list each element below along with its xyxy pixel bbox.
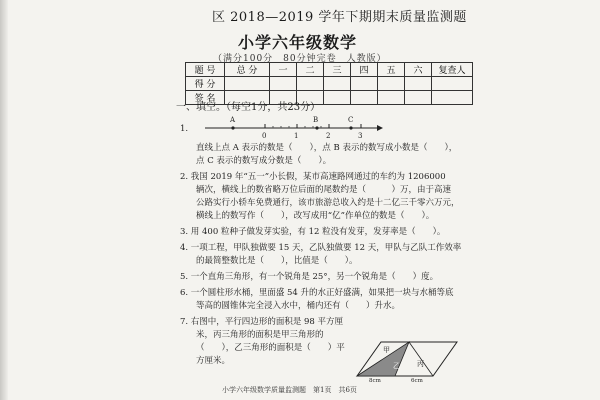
point-label: A: [230, 116, 236, 124]
table-header-cell: 三: [324, 63, 351, 77]
table-header-cell: 六: [405, 63, 432, 77]
question-line: 4. 一项工程，甲队独做要 15 天，乙队独做要 12 天，甲队与乙队工作效率: [180, 243, 462, 253]
table-row-header: 得 分: [186, 77, 225, 91]
table-row: [186, 77, 473, 91]
table-cell: [432, 77, 473, 91]
question-line: 米，丙三角形的面积是甲三角形的: [196, 330, 324, 340]
table-header-cell: 二: [297, 63, 324, 77]
page-footer: 小学六年级数学质量监测题 第1页 共6页: [222, 386, 357, 394]
point-a: [231, 126, 234, 129]
question-line: 等高的圆锥体完全浸入水中，桶内还有（ ）升水。: [196, 301, 401, 311]
table-cell: [378, 91, 405, 105]
page-fold-shadow: [0, 0, 8, 400]
question-line: 公路实行小轿车免费通行，该市旅游总收入约是十二亿三千零六万元，: [196, 198, 460, 208]
point-label: B: [313, 116, 319, 124]
tick-label: 3: [358, 132, 363, 140]
length-label: 8cm: [369, 378, 381, 382]
question-line: 点 C 表示的数写成分数是（ ）。: [196, 156, 332, 166]
table-header-cell: 五: [378, 63, 405, 77]
table-cell: [297, 77, 324, 91]
region-label: 甲: [383, 346, 390, 354]
table-row: [186, 63, 473, 77]
table-cell: [351, 91, 378, 105]
table-header-cell: 四: [351, 63, 378, 77]
question-number: 1.: [180, 124, 189, 134]
table-cell: [270, 77, 297, 91]
table-row-header: 题 号: [186, 63, 225, 77]
question-line: 方厘米。: [196, 356, 231, 366]
table-cell: [405, 77, 432, 91]
section-heading: 一、填空。（每空1分，共23分）: [176, 102, 321, 113]
exam-subtitle: （满分100分 80分钟完卷 人教版）: [213, 54, 387, 64]
table-cell: [324, 91, 351, 105]
tick-label: 0: [262, 132, 267, 140]
table-cell: [405, 91, 432, 105]
table-cell: [432, 91, 473, 105]
number-line: [205, 114, 385, 140]
tick-label: 1: [294, 132, 299, 140]
region-label: 乙: [393, 362, 400, 370]
question-line: 直线上点 A 表示的数是（ ），点 B 表示的数写成小数是（ ），: [196, 143, 458, 153]
parallelogram-figure: [353, 338, 463, 382]
question-line: （ ），乙三角形的面积是（ ）平: [196, 343, 345, 353]
question-line: 横线上的数写作（ ），改写成用“亿”作单位的数是（ ）。: [196, 211, 435, 221]
question-line: 3. 用 400 粒种子做发芽实验，有 12 粒没有发芽，发芽率是（ ）。: [180, 227, 446, 237]
point-b: [315, 126, 318, 129]
point-label: C: [348, 116, 354, 124]
region-label: 丙: [417, 360, 424, 368]
question-line: 2. 我国 2019 年“五一”小长假，某市高速路网通过的车约为 1206000: [180, 172, 446, 182]
length-label: 6cm: [411, 378, 423, 382]
question-line: 5. 一个直角三角形，有一个锐角是 25°，另一个锐角是（ ）度。: [180, 272, 439, 282]
exam-header: 区 2018—2019 学年下期期末质量监测题: [212, 10, 467, 25]
table-cell: [351, 77, 378, 91]
table-cell: [324, 77, 351, 91]
table-cell: [225, 77, 270, 91]
point-c: [349, 126, 352, 129]
number-line-arrow: [377, 125, 383, 131]
question-line: 7. 右图中，平行四边形的面积是 98 平方厘: [180, 317, 344, 327]
question-line: 的最简整数比是（ ），比值是（ ）。: [196, 256, 358, 266]
table-header-cell: 一: [270, 63, 297, 77]
tick-label: 2: [326, 132, 331, 140]
exam-title: 小学六年级数学: [238, 33, 358, 52]
table-header-cell: 复查人: [432, 63, 473, 77]
table-row-header: 签 名: [186, 91, 225, 105]
table-header-cell: 总 分: [225, 63, 270, 77]
divider-line: [409, 342, 433, 376]
question-line: 辆次，横线上的数省略万位后面的尾数约是（ ）万，由于高速: [196, 185, 452, 195]
table-cell: [378, 77, 405, 91]
question-line: 6. 一个圆柱形水桶，里面盛 54 升的水正好盛满，如果把一块与水桶等底: [180, 288, 454, 298]
